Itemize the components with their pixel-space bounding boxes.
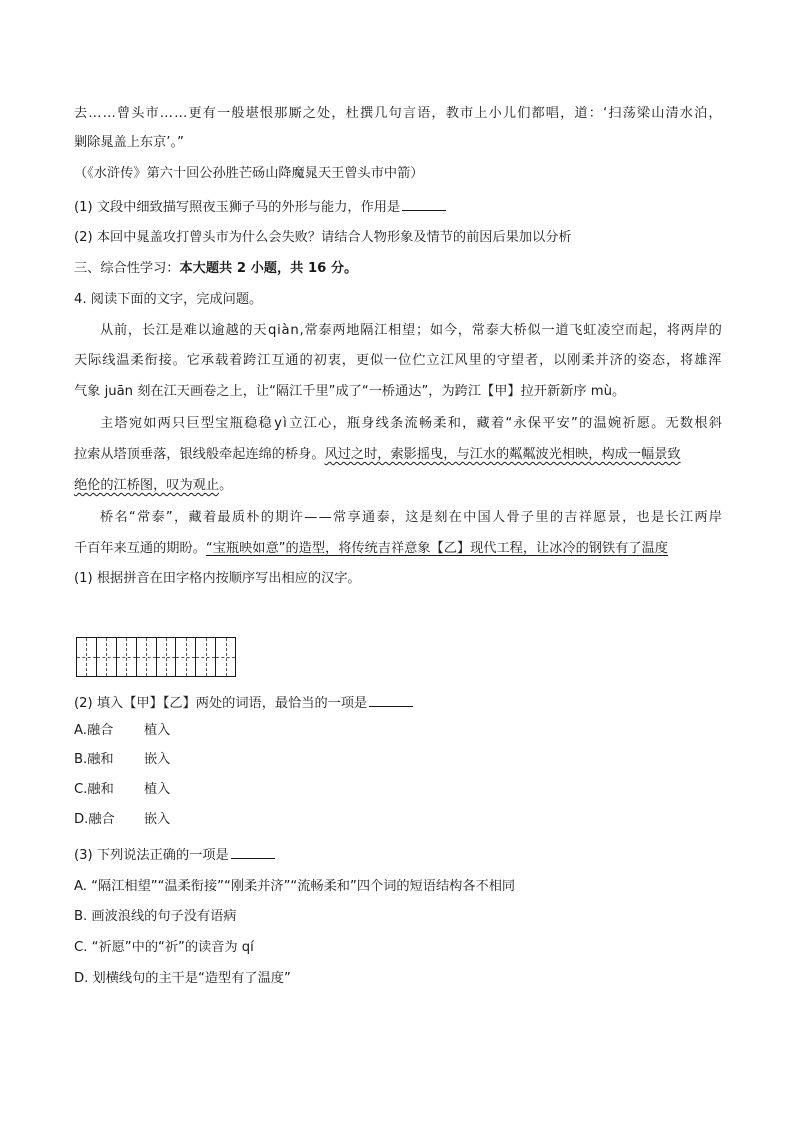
option-word-b: 嵌入 bbox=[144, 752, 171, 767]
paragraph-line: 桥 名 “ 常 泰 ” ， 藏 着 最 质 朴 的 期 许 — — 常 享 通 泰 ， 这 是 刻 在 中 国 人 骨 子 里 的 吉 祥 愿 景 ， 也 是 长 江 两 岸 bbox=[100, 510, 722, 525]
option-item[interactable]: D. 划横线句的主干是“造型有了温度” bbox=[74, 971, 291, 986]
plain-text: 。 bbox=[219, 478, 233, 493]
tianzige-cell[interactable] bbox=[116, 638, 136, 676]
question-a2: (2) 本回中晁盖攻打曾头市为什么会失败？请结合人物形象及情节的前因后果加以分析 bbox=[74, 230, 572, 245]
answer-blank[interactable] bbox=[231, 845, 275, 859]
paragraph-line bbox=[74, 538, 722, 560]
question-text: (3) 下列说法正确的一项是 bbox=[74, 848, 229, 863]
question-4-2 bbox=[74, 693, 722, 715]
tianzige-cell[interactable] bbox=[77, 638, 96, 676]
question-a1 bbox=[74, 197, 722, 219]
option-item[interactable] bbox=[74, 749, 171, 771]
option-item[interactable]: C. “祈愿”中的“祈”的读音为 qí bbox=[74, 940, 254, 955]
option-item[interactable] bbox=[74, 779, 171, 801]
paragraph-line bbox=[74, 444, 722, 466]
wavy-underlined-sentence: 风过之时，索影摇曳，与江水的粼粼波光相映，构成一幅景致 bbox=[324, 447, 681, 462]
paragraph-line: 从 前 ， 长 江 是 难 以 逾 越 的 天 q i à n , 常 泰 两 地 隔 江 相 望 ； 如 今 ， 常 泰 大 桥 似 一 道 飞 虹 凌 空 而 起 ， 将 两 岸 的 bbox=[100, 323, 722, 338]
question-4-3 bbox=[74, 845, 722, 867]
answer-blank[interactable] bbox=[369, 693, 413, 707]
paragraph-line bbox=[74, 475, 722, 497]
plain-text: 拉索从塔顶垂落，银线般牵起连绵的桥身。 bbox=[74, 447, 325, 462]
question-text: (2) 填入【甲】【乙】两处的词语，最恰当的一项是 bbox=[74, 696, 368, 711]
question-text: (1) 文段中细致描写照夜玉狮子马的外形与能力，作用是 bbox=[74, 200, 401, 215]
plain-text: 千百年来互通的期盼。 bbox=[74, 541, 206, 556]
tianzige-cell[interactable] bbox=[215, 638, 235, 676]
paragraph-line: 天 际 线 温 柔 衔 接 。 它 承 载 着 跨 江 互 通 的 初 衷 ， 更 似 一 位 伫 立 江 风 里 的 守 望 者 ， 以 刚 柔 并 济 的 姿 态 ， 将 雄 浑 bbox=[74, 353, 722, 368]
underlined-sentence: “宝瓶映如意”的造型，将传统吉祥意象【乙】现代工程，让冰冷的钢铁有了温度 bbox=[205, 541, 668, 556]
option-word-b: 嵌入 bbox=[144, 812, 171, 827]
paragraph-line: 主 塔 宛 如 两 只 巨 型 宝 瓶 稳 稳 y ì 立 江 心 ， 瓶 身 线 条 流 畅 柔 和 ， 藏 着 “ 永 保 平 安 ” 的 温 婉 祈 愿 。 无 数 根 斜 bbox=[100, 416, 722, 431]
tianzige-cell[interactable] bbox=[175, 638, 195, 676]
option-item[interactable] bbox=[74, 720, 171, 742]
section-title: 三、综合性学习： bbox=[74, 261, 180, 276]
tianzige-cell[interactable] bbox=[136, 638, 156, 676]
option-item[interactable]: B. 画波浪线的句子没有语病 bbox=[74, 909, 237, 924]
passage-line: 去 … … 曾 头 市 … … 更 有 一 般 堪 恨 那 厮 之 处 ， 杜 撰 几 句 言 语 ， 教 市 上 小 儿 们 都 唱 ， 道 ： ‘ 扫 荡 梁 山 清 水 泊 ， bbox=[74, 106, 722, 121]
section-score: 本大题共 2 小题，共 16 分。 bbox=[179, 261, 358, 276]
option-word-a: C.融和 bbox=[74, 782, 114, 797]
tianzige-cell[interactable] bbox=[195, 638, 215, 676]
paragraph-line: 气象 juān 刻在江天画卷之上，让“隔江千里”成了“一桥通达”，为跨江【甲】拉开新新序 mù。 bbox=[74, 384, 626, 399]
answer-blank[interactable] bbox=[402, 197, 446, 211]
tianzige-cell[interactable] bbox=[156, 638, 176, 676]
option-item[interactable]: A. “隔江相望”“温柔衔接”“刚柔并济”“流畅柔和”四个词的短语结构各不相同 bbox=[74, 879, 516, 894]
passage-line: 剿除晁盖上东京’。” bbox=[74, 135, 184, 150]
tianzige-grid[interactable] bbox=[76, 637, 236, 677]
wavy-underlined-sentence: 绝伦的江桥图，叹为观止 bbox=[74, 478, 220, 493]
option-word-b: 植入 bbox=[144, 782, 171, 797]
question-4-1: (1) 根据拼音在田字格内按顺序写出相应的汉字。 bbox=[74, 571, 361, 586]
option-word-a: A.融合 bbox=[74, 723, 114, 738]
option-word-a: B.融和 bbox=[74, 752, 114, 767]
option-word-a: D.融合 bbox=[74, 812, 115, 827]
option-word-b: 植入 bbox=[144, 723, 171, 738]
tianzige-cell[interactable] bbox=[96, 638, 116, 676]
section-heading bbox=[74, 258, 722, 280]
question-4-title: 4. 阅读下面的文字，完成问题。 bbox=[74, 292, 263, 307]
passage-source: （《水浒传》第六十回公孙胜芒砀山降魔晁天王曾头市中箭） bbox=[74, 166, 424, 181]
option-item[interactable] bbox=[74, 809, 171, 831]
